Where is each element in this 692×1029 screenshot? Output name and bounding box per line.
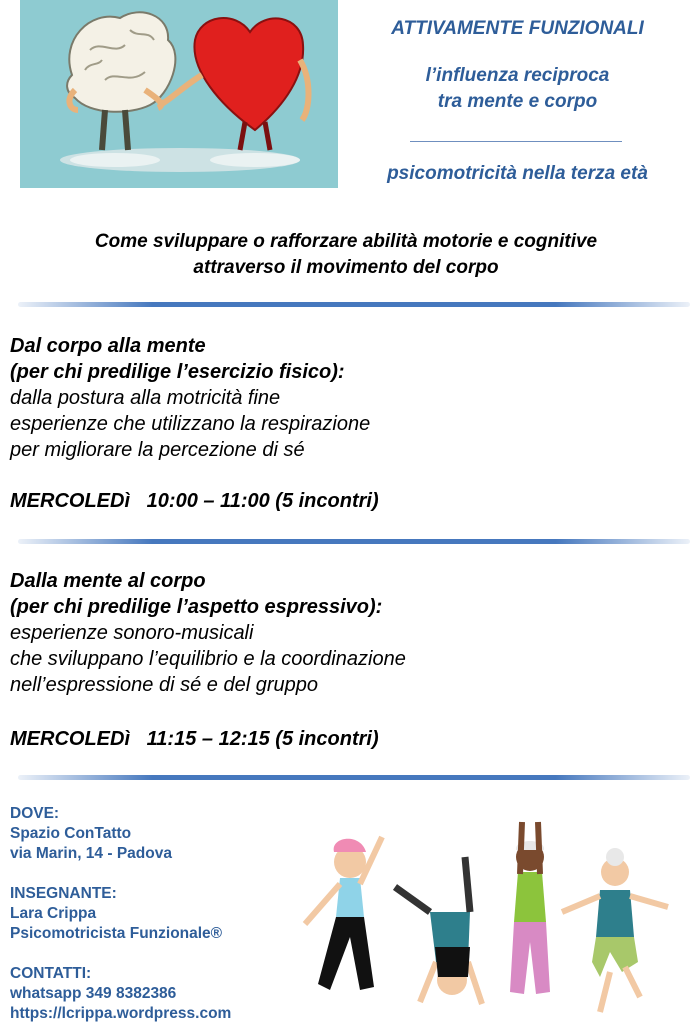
tagline: psicomotricità nella terza età [387,163,648,184]
page-title: ATTIVAMENTE FUNZIONALI [391,18,644,39]
info-block [10,804,300,1024]
section-body-to-mind [10,333,690,463]
section-line: per migliorare la percezione di sé [10,439,305,461]
section-title: Dal corpo alla mente [10,335,206,357]
section-line: esperienze sonoro-musicali [10,622,254,644]
subtitle-line: l’influenza reciproca [425,65,610,86]
intro-text [0,229,692,281]
section-divider [18,775,690,780]
section-line: nell’espressione di sé e del gruppo [10,674,318,696]
brain-character-icon [67,12,175,150]
info-line: Psicomotricista Funzionale® [10,925,223,942]
subtitle-line: tra mente e corpo [437,91,598,112]
info-label: CONTATTI: [10,965,92,982]
section-line: dalla postura alla motricità fine [10,387,281,409]
heart-character-icon [160,18,309,150]
schedule-text: MERCOLEDì 10:00 – 11:00 (5 incontri) [10,490,379,512]
contact-phone: whatsapp 349 8382386 [10,985,177,1002]
subtitle [345,63,690,115]
header-divider [410,141,622,142]
info-label: DOVE: [10,805,60,822]
info-line: Spazio ConTatto [10,825,132,842]
section-subtitle: (per chi predilige l’aspetto espressivo): [10,596,383,618]
section-divider [18,539,690,544]
schedule-text: MERCOLEDì 11:15 – 12:15 (5 incontri) [10,728,379,750]
hero-illustration [20,0,338,188]
contact-website-link[interactable]: https://lcrippa.wordpress.com [10,1005,232,1022]
info-line: via Marin, 14 - Padova [10,845,172,862]
intro-line: Come sviluppare o rafforzare abilità motorie e cognitive [94,231,598,252]
section-mind-to-body [10,568,690,698]
intro-line: attraverso il movimento del corpo [193,257,499,278]
info-label: INSEGNANTE: [10,885,117,902]
section-divider [18,302,690,307]
dancing-seniors-icon [300,812,680,1024]
info-line: Lara Crippa [10,905,97,922]
section-title: Dalla mente al corpo [10,570,206,592]
section-line: che sviluppano l’equilibrio e la coordinazione [10,648,406,670]
section-line: esperienze che utilizzano la respirazione [10,413,371,435]
section-subtitle: (per chi predilige l’esercizio fisico): [10,361,345,383]
